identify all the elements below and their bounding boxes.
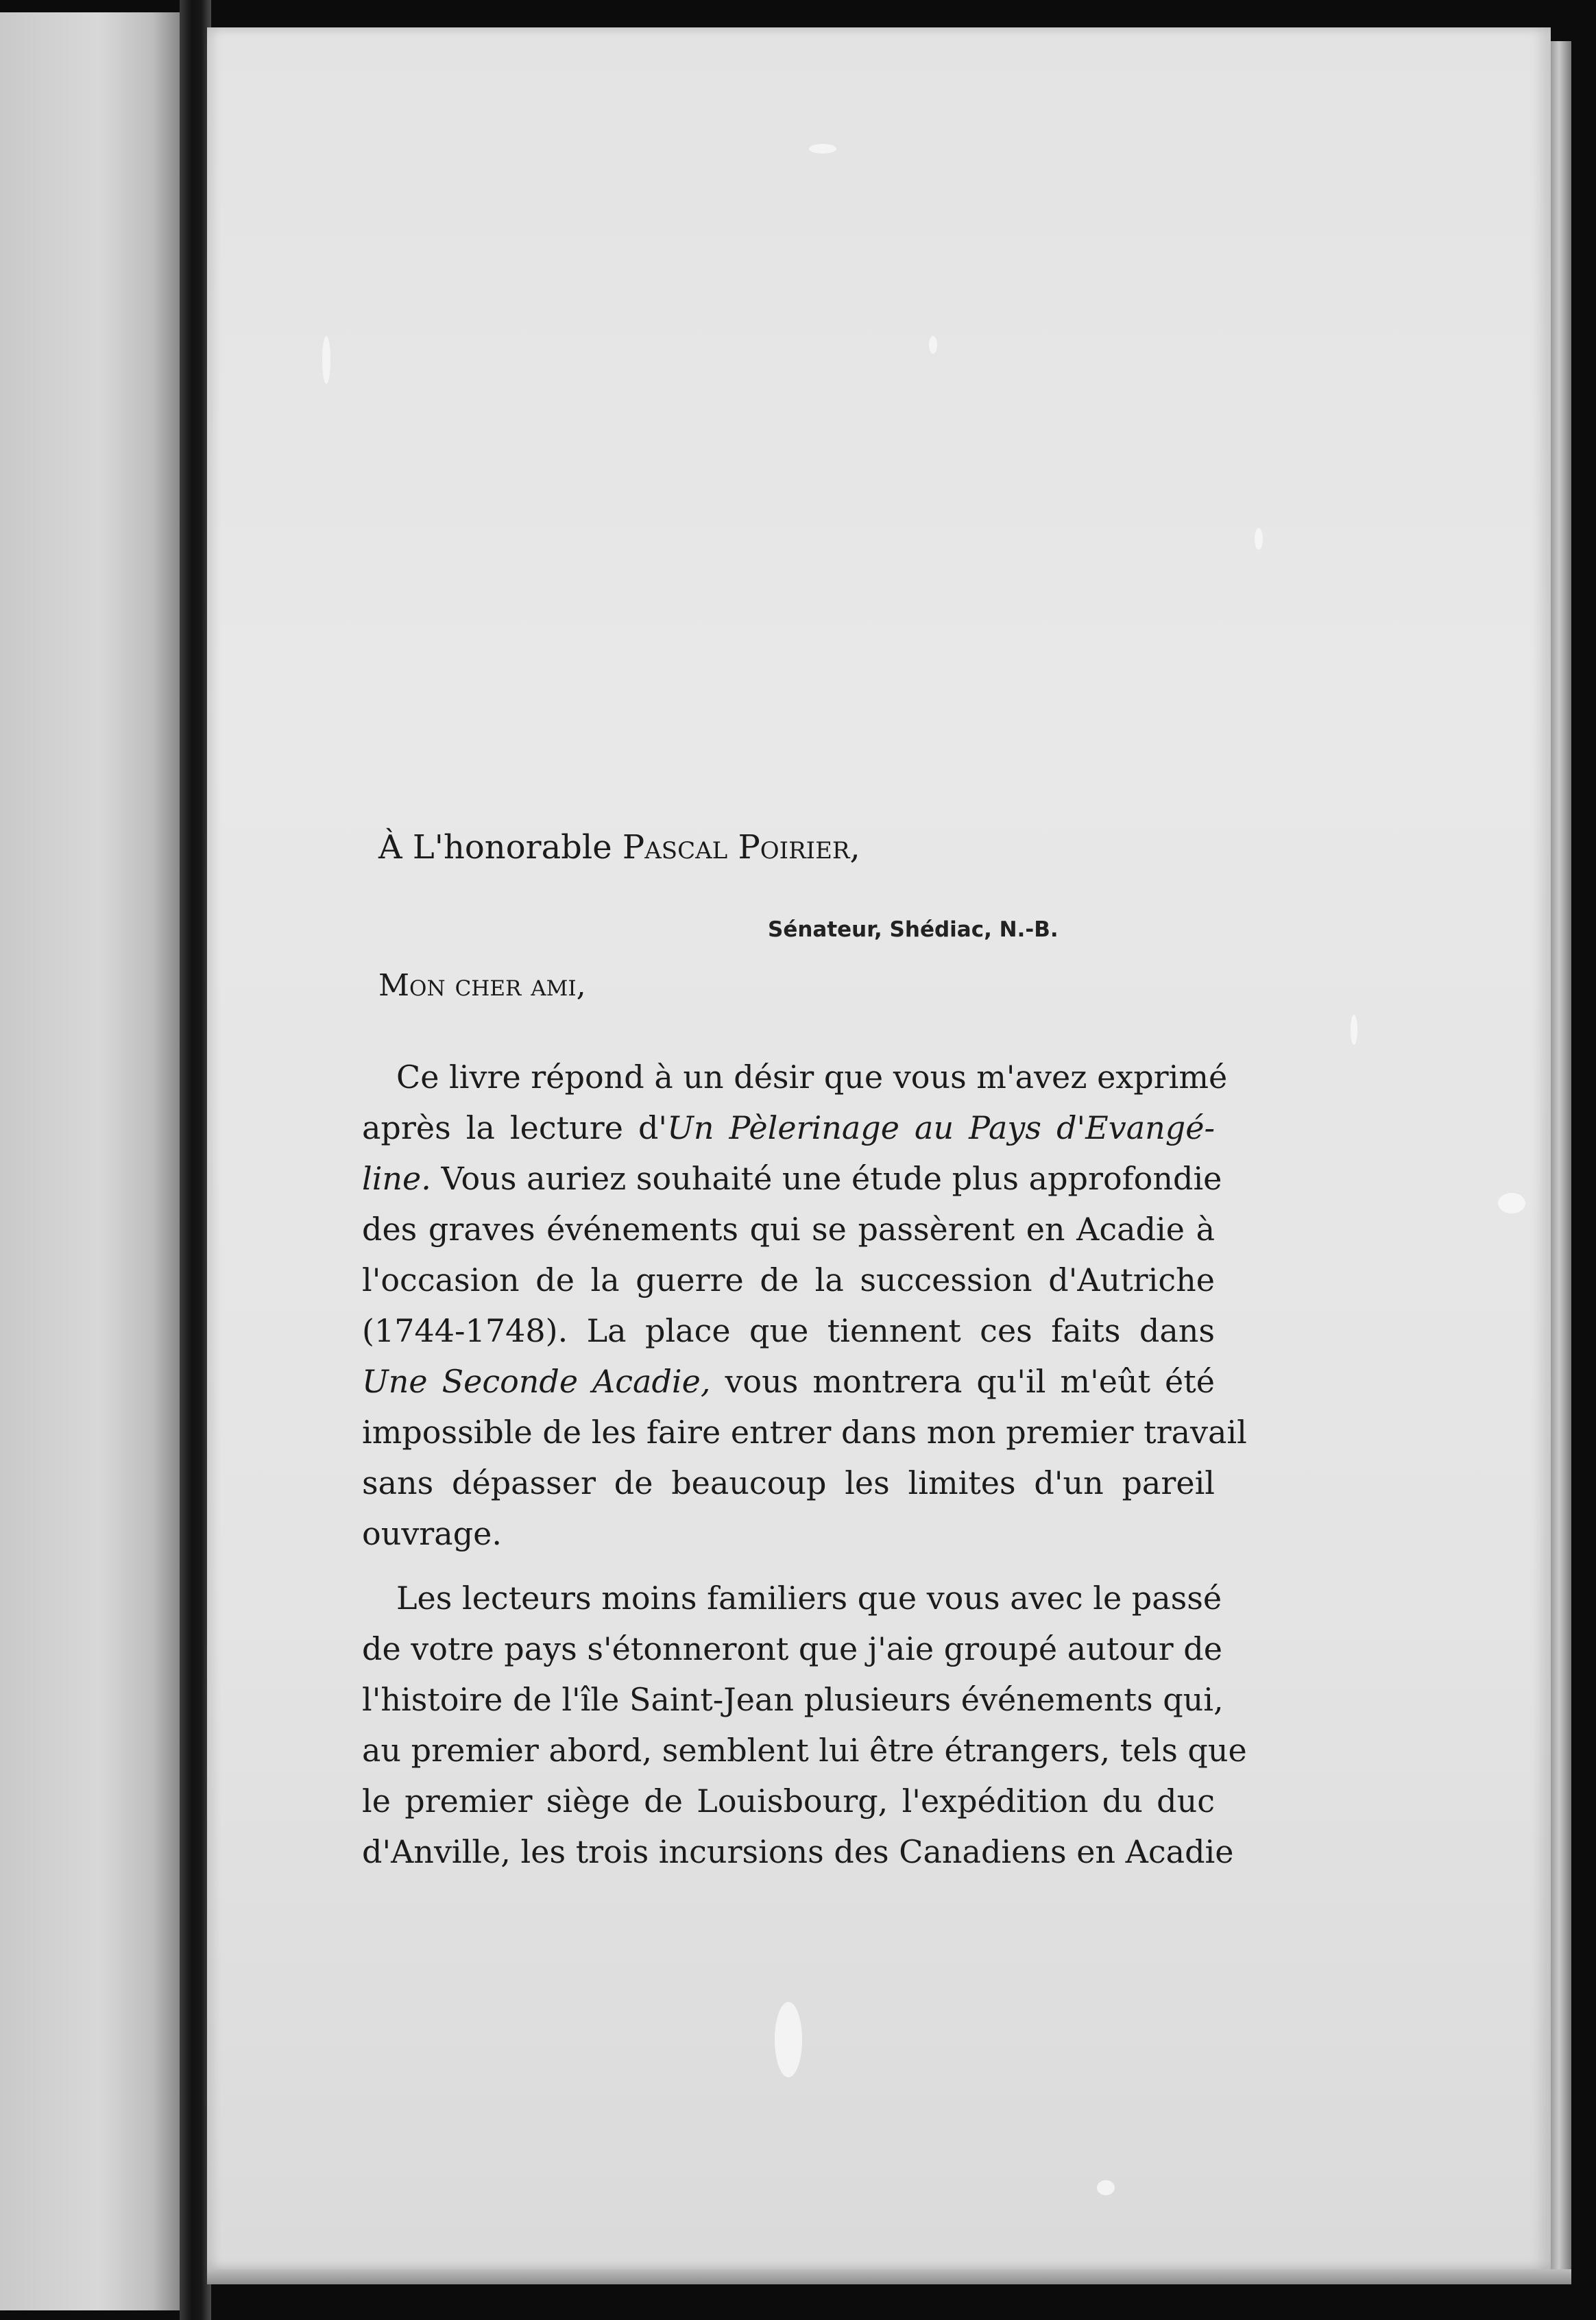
dedication-line — [378, 828, 860, 867]
dedicatee-name: Pascal Poirier, — [622, 828, 860, 867]
paragraph1-line: line. Vous auriez souhaité une étude plus approfondie — [362, 1160, 1222, 1197]
paragraph2-line: le premier siège de Louisbourg, l'expédition du duc — [362, 1783, 1215, 1820]
paragraph1-line: sans dépasser de beaucoup les limites d'un pareil — [362, 1464, 1215, 1501]
paragraph1-line: des graves événements qui se passèrent en Acadie à — [362, 1211, 1215, 1248]
scan-speck — [1351, 1015, 1357, 1045]
paragraph1-line: après la lecture d'Un Pèlerinage au Pays d'Evangé- — [362, 1109, 1215, 1146]
scan-speck — [1498, 1193, 1525, 1213]
scan-speck — [322, 336, 330, 384]
scan-speck — [1255, 528, 1263, 550]
dedication-prefix: À L'honorable — [378, 828, 622, 867]
book-page — [207, 27, 1551, 2269]
scan-speck — [929, 336, 937, 354]
paragraph1-line: (1744-1748). La place que tiennent ces faits dans — [362, 1312, 1215, 1349]
paragraph2-line: au premier abord, semblent lui être étrangers, tels que — [362, 1732, 1247, 1769]
paragraph1-line: ouvrage. — [362, 1515, 503, 1552]
scan-speck — [1097, 2180, 1115, 2195]
page-right-edge — [1551, 41, 1571, 2276]
paragraph2-line: de votre pays s'étonneront que j'aie groupé autour de — [362, 1630, 1222, 1667]
paragraph2-line: l'histoire de l'île Saint-Jean plusieurs événements qui, — [362, 1681, 1224, 1718]
page-bottom-edge — [207, 2269, 1571, 2284]
dedicatee-title: Sénateur, Shédiac, N.-B. — [768, 917, 1059, 942]
scan-speck — [775, 2002, 802, 2077]
paragraph2-line: Les lecteurs moins familiers que vous avec le passé — [396, 1580, 1222, 1617]
salutation: Mon cher ami, — [378, 968, 586, 1003]
scan-speck — [809, 144, 836, 154]
paragraph1-line: impossible de les faire entrer dans mon premier travail — [362, 1414, 1247, 1451]
paragraph1-line: Une Seconde Acadie, vous montrera qu'il m'eût été — [362, 1363, 1215, 1400]
paragraph1-line: Ce livre répond à un désir que vous m'avez exprimé — [396, 1059, 1228, 1096]
paragraph1-line: l'occasion de la guerre de la succession d'Autriche — [362, 1261, 1215, 1298]
paragraph2-line: d'Anville, les trois incursions des Canadiens en Acadie — [362, 1833, 1234, 1870]
previous-page-edge — [0, 12, 180, 2310]
